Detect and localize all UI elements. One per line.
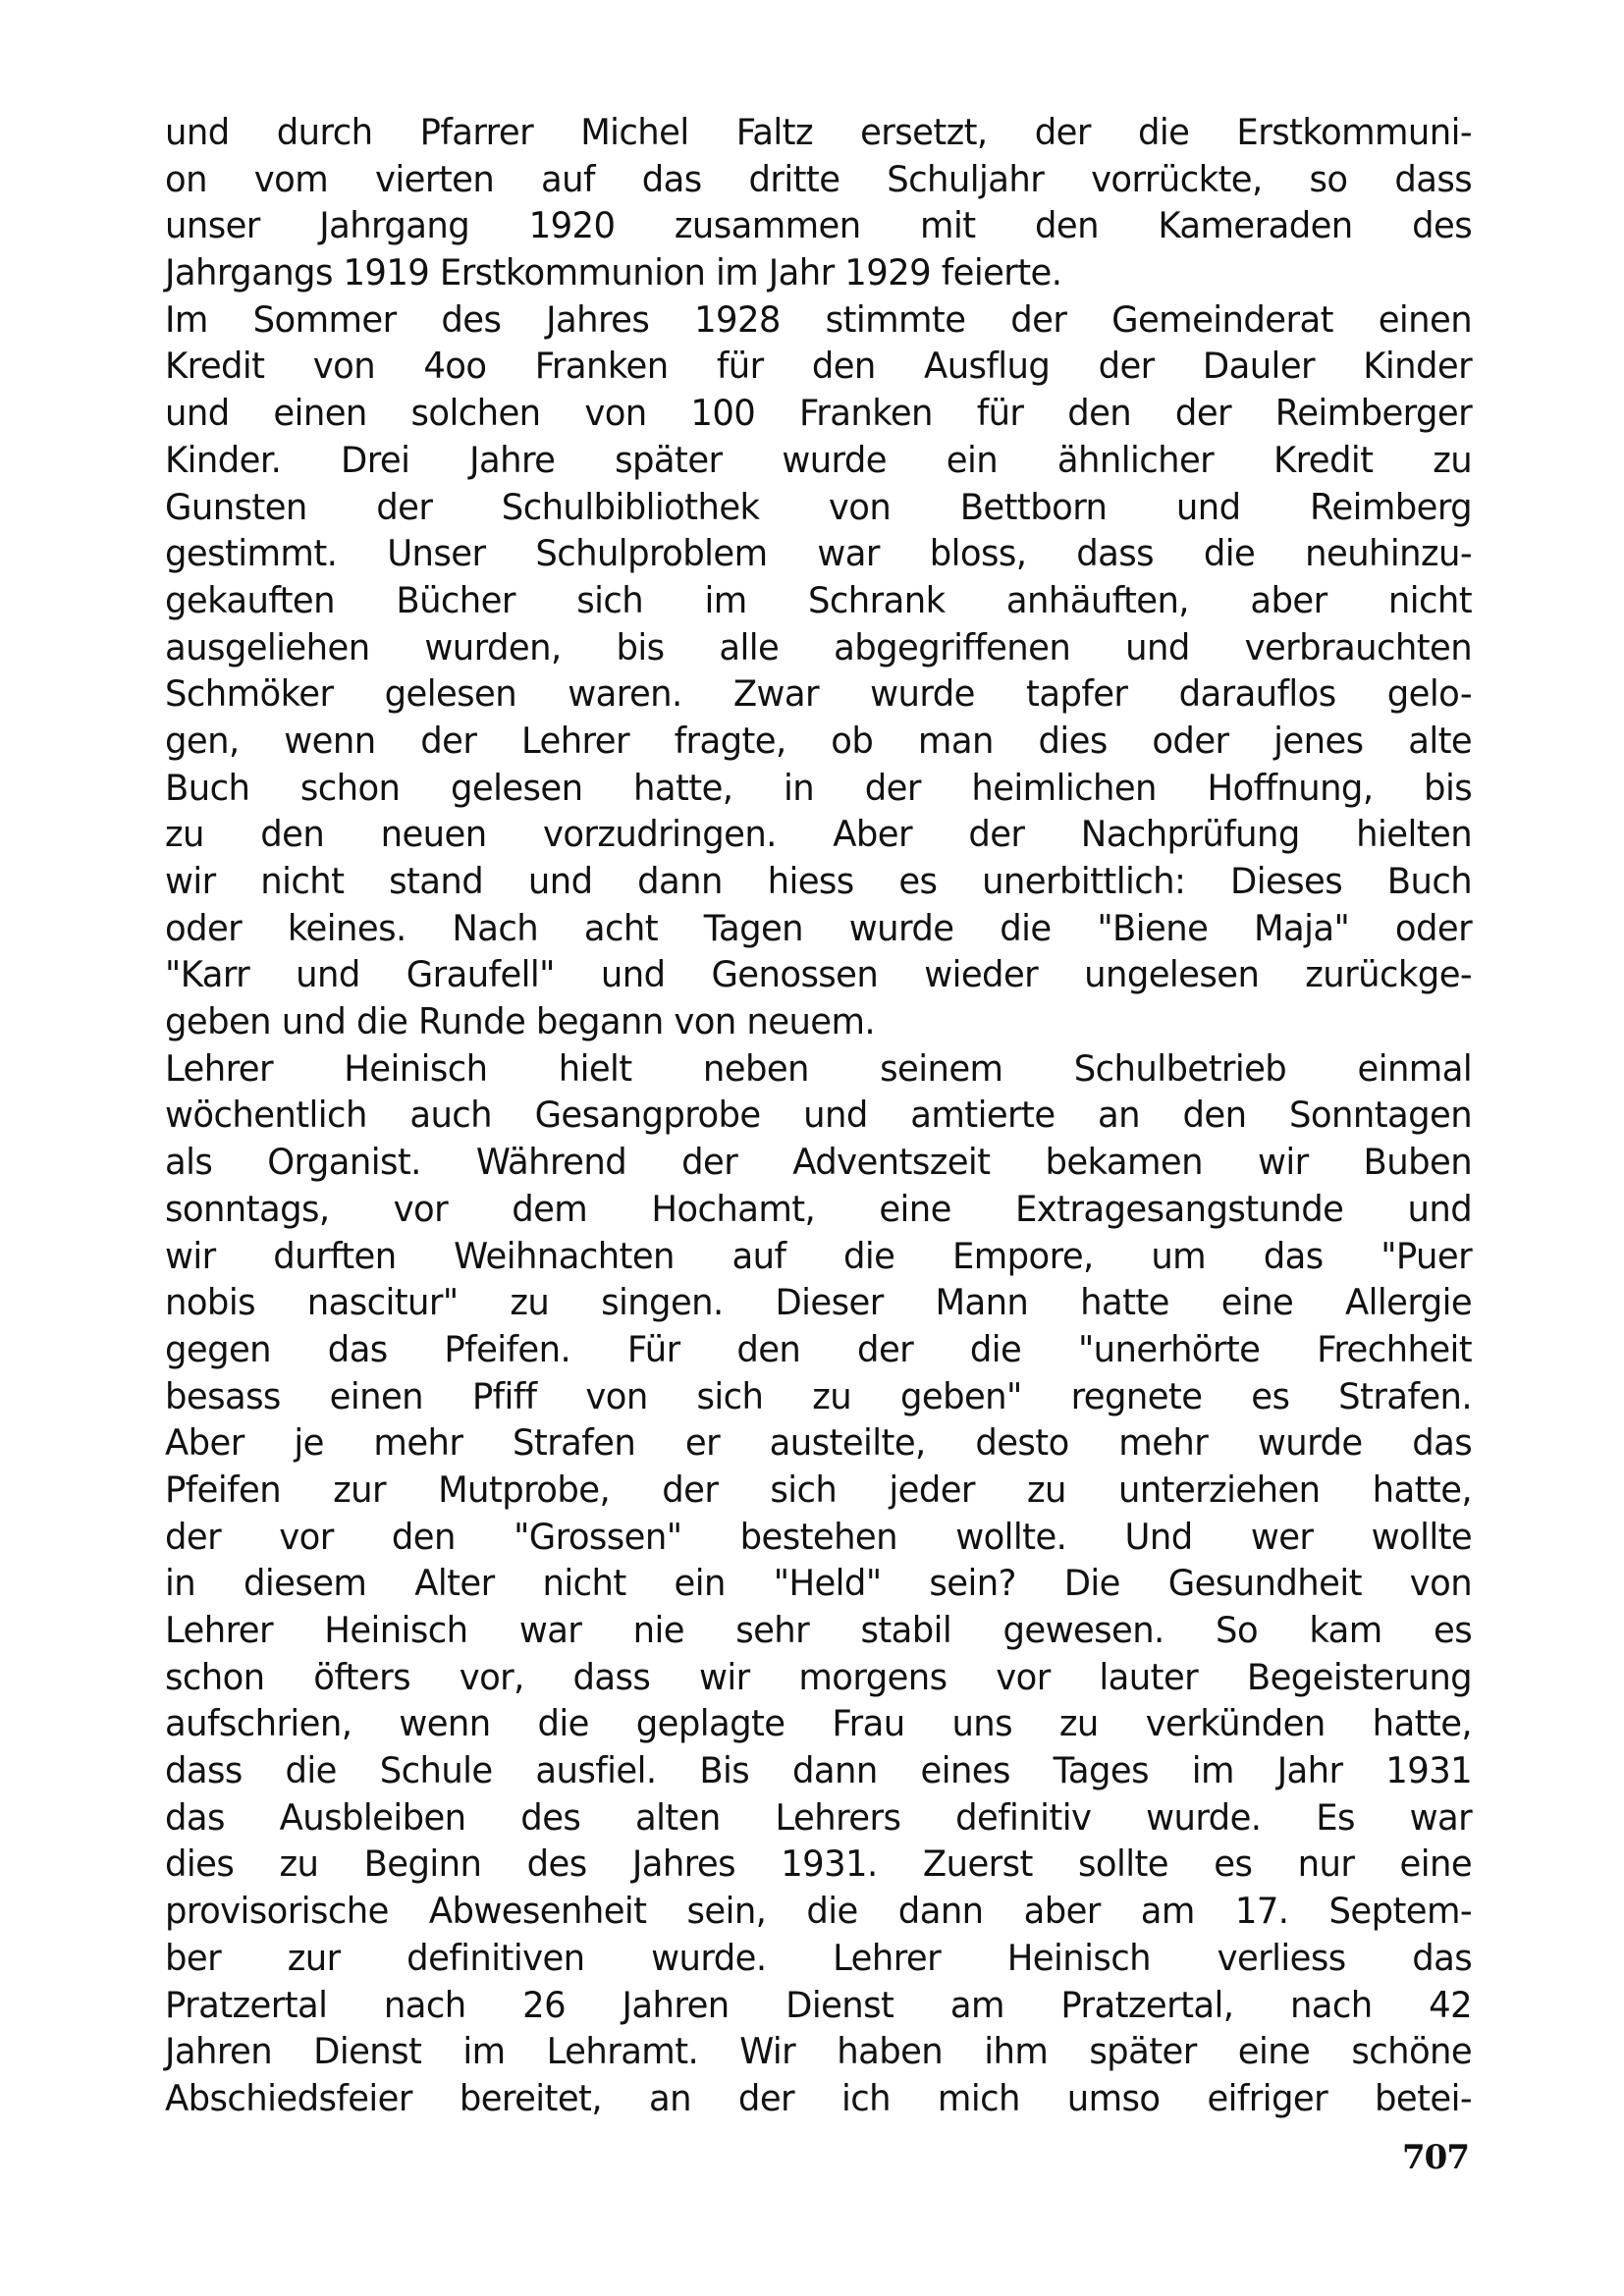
- text-line: sonntags, vor dem Hochamt, eine Extragesangstunde und: [165, 1187, 1473, 1230]
- text-line: ber zur definitiven wurde. Lehrer Heinisch verliess das: [165, 1936, 1473, 1979]
- text-line: schon öfters vor, dass wir morgens vor lauter Begeisterung: [165, 1655, 1473, 1698]
- page-number: 707: [1402, 2138, 1469, 2177]
- text-line: und durch Pfarrer Michel Faltz ersetzt, der die Erstkommuni-: [165, 111, 1473, 153]
- text-line: dass die Schule ausfiel. Bis dann eines Tages im Jahr 1931: [165, 1749, 1473, 1792]
- text-line: Aber je mehr Strafen er austeilte, desto mehr wurde das: [165, 1421, 1473, 1465]
- text-line: Lehrer Heinisch hielt neben seinem Schulbetrieb einmal: [165, 1046, 1473, 1090]
- text-line: zu den neuen vorzudringen. Aber der Nachprüfung hielten: [165, 813, 1473, 856]
- text-line: besass einen Pfiff von sich zu geben" regnete es Strafen.: [165, 1374, 1473, 1417]
- text-line: "Karr und Graufell" und Genossen wieder ungelesen zurückge-: [165, 953, 1473, 996]
- text-line: Pratzertal nach 26 Jahren Dienst am Pratzertal, nach 42: [165, 1983, 1473, 2026]
- text-line: on vom vierten auf das dritte Schuljahr vorrückte, so dass: [165, 157, 1473, 200]
- text-line: in diesem Alter nicht ein "Held" sein? Die Gesundheit von: [165, 1562, 1473, 1605]
- body-text: [165, 109, 1472, 2122]
- text-line: oder keines. Nach acht Tagen wurde die "Biene Maja" oder: [165, 906, 1473, 949]
- text-line: Kinder. Drei Jahre später wurde ein ähnlicher Kredit zu: [165, 438, 1473, 481]
- text-line: der vor den "Grossen" bestehen wollte. Und wer wollte: [165, 1515, 1473, 1558]
- text-line: Jahren Dienst im Lehramt. Wir haben ihm später eine schöne: [165, 2030, 1473, 2073]
- text-line: wir nicht stand und dann hiess es unerbittlich: Dieses Buch: [165, 860, 1473, 902]
- text-line: und einen solchen von 100 Franken für den der Reimberger: [165, 392, 1473, 435]
- text-line: Im Sommer des Jahres 1928 stimmte der Gemeinderat einen: [165, 297, 1473, 341]
- text-line: Gunsten der Schulbibliothek von Bettborn und Reimberg: [165, 485, 1473, 528]
- text-line: Kredit von 4oo Franken für den Ausflug der Dauler Kinder: [165, 345, 1473, 388]
- text-line: gegen das Pfeifen. Für den der die "unerhörte Frechheit: [165, 1327, 1473, 1370]
- text-line: gen, wenn der Lehrer fragte, ob man dies oder jenes alte: [165, 719, 1473, 762]
- text-line: Jahrgangs 1919 Erstkommunion im Jahr 1929 feierte.: [165, 251, 1062, 294]
- text-line: wöchentlich auch Gesangprobe und amtierte an den Sonntagen: [165, 1094, 1473, 1137]
- text-line: ausgeliehen wurden, bis alle abgegriffenen und verbrauchten: [165, 625, 1473, 668]
- text-line: Pfeifen zur Mutprobe, der sich jeder zu unterziehen hatte,: [165, 1468, 1473, 1511]
- text-line: Buch schon gelesen hatte, in der heimlichen Hoffnung, bis: [165, 766, 1473, 809]
- text-line: dies zu Beginn des Jahres 1931. Zuerst sollte es nur eine: [165, 1842, 1473, 1886]
- text-line: als Organist. Während der Adventszeit bekamen wir Buben: [165, 1141, 1473, 1184]
- text-line: Schmöker gelesen waren. Zwar wurde tapfer darauflos gelo-: [165, 672, 1473, 716]
- text-line: nobis nascitur" zu singen. Dieser Mann hatte eine Allergie: [165, 1281, 1473, 1324]
- text-line: Lehrer Heinisch war nie sehr stabil gewesen. So kam es: [165, 1609, 1473, 1651]
- text-line: gekauften Bücher sich im Schrank anhäuften, aber nicht: [165, 578, 1473, 621]
- text-line: provisorische Abwesenheit sein, die dann aber am 17. Septem-: [165, 1890, 1473, 1933]
- text-line: gestimmt. Unser Schulproblem war bloss, dass die neuhinzu-: [165, 532, 1473, 575]
- text-line: Abschiedsfeier bereitet, an der ich mich umso eifriger betei-: [165, 2076, 1473, 2119]
- text-line: das Ausbleiben des alten Lehrers definitiv wurde. Es war: [165, 1795, 1473, 1839]
- text-line: unser Jahrgang 1920 zusammen mit den Kameraden des: [165, 204, 1473, 247]
- text-line: aufschrien, wenn die geplagte Frau uns zu verkünden hatte,: [165, 1702, 1473, 1745]
- text-line: geben und die Runde begann von neuem.: [165, 1000, 876, 1043]
- text-line: wir durften Weihnachten auf die Empore, um das "Puer: [165, 1234, 1473, 1277]
